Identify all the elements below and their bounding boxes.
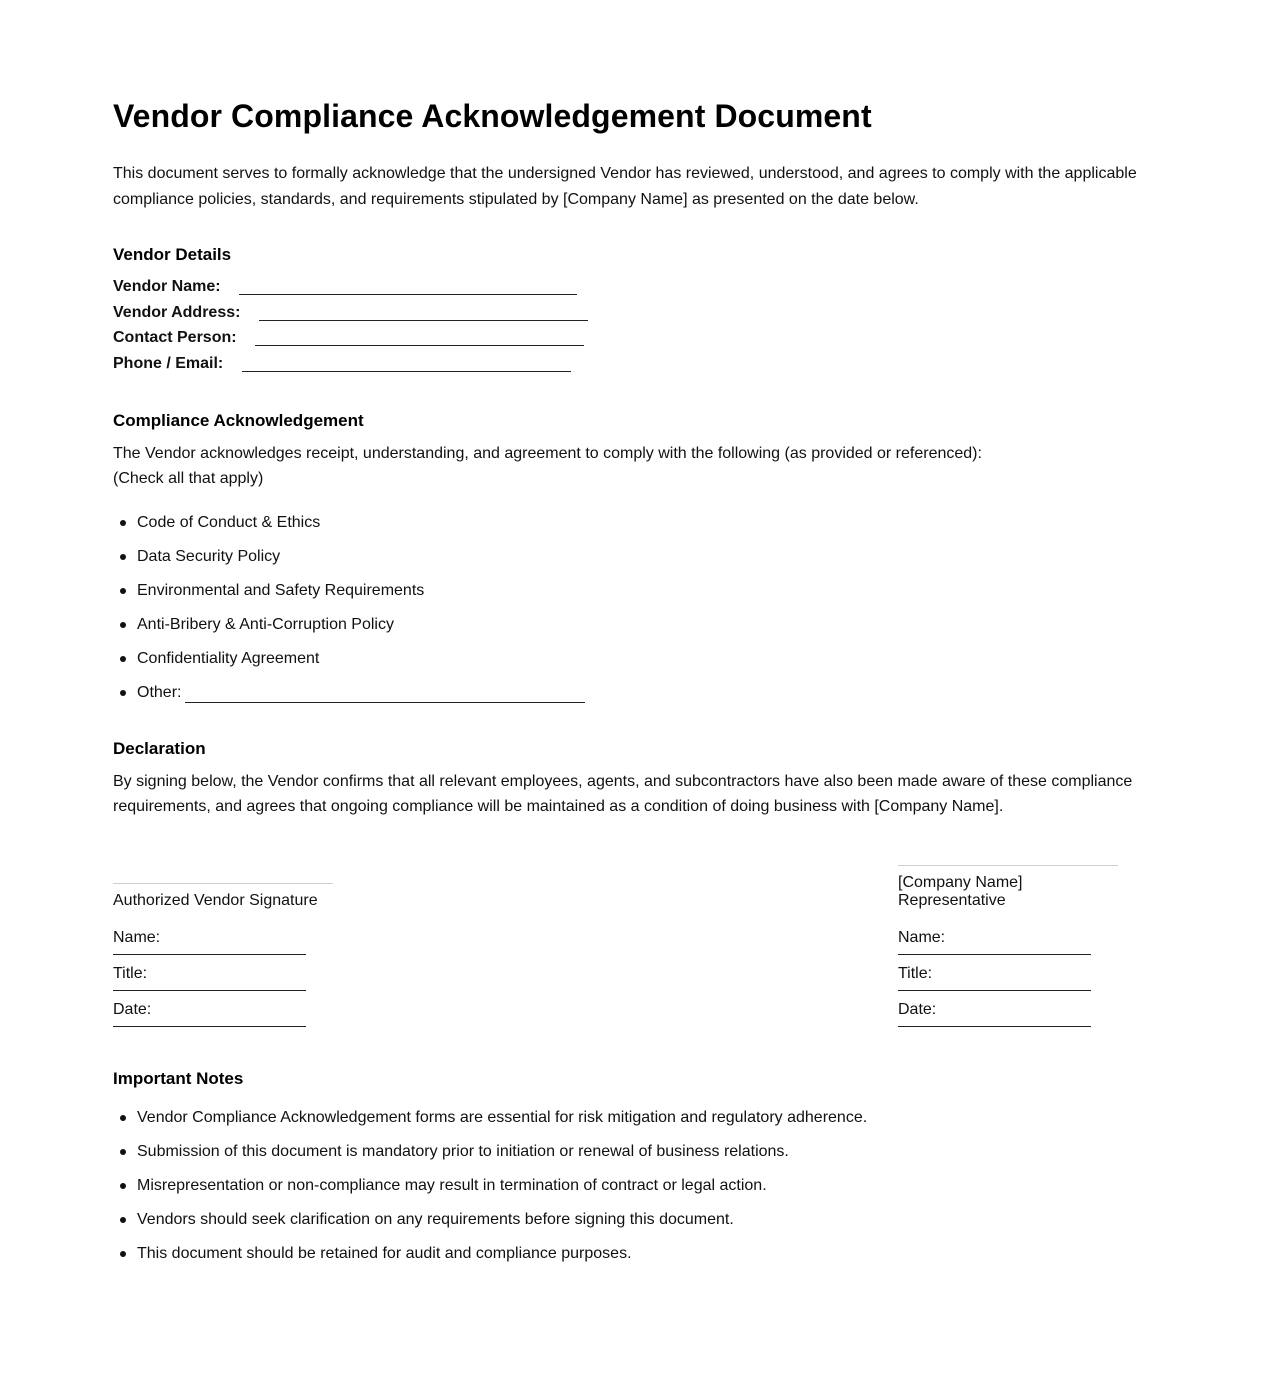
compliance-list — [113, 513, 585, 717]
compliance-item-anti-bribery[interactable]: Anti-Bribery & Anti-Corruption Policy — [113, 615, 585, 649]
company-name-signature-field[interactable]: Name: — [898, 928, 1091, 955]
bullet-icon — [120, 656, 126, 662]
declaration-heading: Declaration — [113, 739, 206, 758]
contact-person-label: Contact Person: — [113, 329, 237, 346]
bullet-icon — [120, 1183, 126, 1189]
bullet-icon — [120, 520, 126, 526]
bullet-icon — [120, 554, 126, 560]
compliance-item-code-of-conduct[interactable]: Code of Conduct & Ethics — [113, 513, 585, 547]
company-date-signature-field[interactable]: Date: — [898, 1000, 1091, 1027]
company-signature-caption — [898, 874, 1023, 910]
vendor-address-label: Vendor Address: — [113, 304, 241, 321]
company-caption-line2: Representative — [898, 892, 1006, 909]
company-caption-line1: [Company Name] — [898, 874, 1023, 891]
bullet-icon — [120, 622, 126, 628]
note-item: This document should be retained for audit and compliance purposes. — [113, 1244, 867, 1278]
vendor-signature-caption: Authorized Vendor Signature — [113, 892, 318, 909]
compliance-statement: The Vendor acknowledges receipt, understanding, and agreement to comply with the following (as provided or referenced): — [113, 445, 982, 462]
bullet-icon — [120, 588, 126, 594]
company-signature-line[interactable] — [898, 865, 1118, 866]
note-item: Misrepresentation or non-compliance may result in termination of contract or legal action. — [113, 1176, 867, 1210]
vendor-address-line[interactable] — [259, 320, 588, 321]
document-title: Vendor Compliance Acknowledgement Document — [113, 98, 872, 134]
bullet-icon — [120, 690, 126, 696]
note-item: Vendor Compliance Acknowledgement forms are essential for risk mitigation and regulatory adherence. — [113, 1108, 867, 1142]
phone-email-label: Phone / Email: — [113, 355, 224, 372]
company-title-signature-field[interactable]: Title: — [898, 964, 1091, 991]
vendor-name-line[interactable] — [239, 294, 577, 295]
company-signature-block — [898, 860, 1128, 1040]
bullet-icon — [120, 1217, 126, 1223]
vendor-address-field[interactable] — [113, 304, 240, 324]
bullet-icon — [120, 1149, 126, 1155]
compliance-item-environmental-safety[interactable]: Environmental and Safety Requirements — [113, 581, 585, 615]
important-notes-heading: Important Notes — [113, 1069, 244, 1088]
vendor-name-field[interactable] — [113, 278, 221, 298]
compliance-item-data-security[interactable]: Data Security Policy — [113, 547, 585, 581]
phone-email-field[interactable] — [113, 355, 223, 375]
compliance-instruction: (Check all that apply) — [113, 470, 264, 487]
compliance-item-other[interactable]: Other: — [113, 683, 585, 717]
bullet-icon — [120, 1251, 126, 1257]
bullet-icon — [120, 1115, 126, 1121]
compliance-item-confidentiality[interactable]: Confidentiality Agreement — [113, 649, 585, 683]
vendor-signature-line[interactable] — [113, 883, 333, 884]
note-item: Submission of this document is mandatory prior to initiation or renewal of business relations. — [113, 1142, 867, 1176]
vendor-name-signature-field[interactable]: Name: — [113, 928, 306, 955]
important-notes-list — [113, 1108, 867, 1278]
contact-person-field[interactable] — [113, 329, 237, 349]
note-item: Vendors should seek clarification on any requirements before signing this document. — [113, 1210, 867, 1244]
phone-email-line[interactable] — [242, 371, 571, 372]
other-input-line[interactable] — [185, 686, 585, 703]
contact-person-line[interactable] — [255, 345, 584, 346]
vendor-details-heading: Vendor Details — [113, 245, 232, 264]
vendor-title-signature-field[interactable]: Title: — [113, 964, 306, 991]
declaration-text: By signing below, the Vendor confirms that all relevant employees, agents, and subcontractors have also been made aware of these compliance requirements, and agrees that ongoing compliance will be maintained as a condition of doing business with [Company Name]. — [113, 773, 1133, 815]
vendor-name-label: Vendor Name: — [113, 278, 221, 295]
intro-paragraph: This document serves to formally acknowledge that the undersigned Vendor has reviewed, understood, and agrees to comply with the applicable compliance policies, standards, and requirements stipulated by [Company Name] as presented on the date below. — [113, 165, 1137, 208]
vendor-signature-block — [113, 860, 343, 1040]
vendor-date-signature-field[interactable]: Date: — [113, 1000, 306, 1027]
compliance-heading: Compliance Acknowledgement — [113, 411, 364, 430]
